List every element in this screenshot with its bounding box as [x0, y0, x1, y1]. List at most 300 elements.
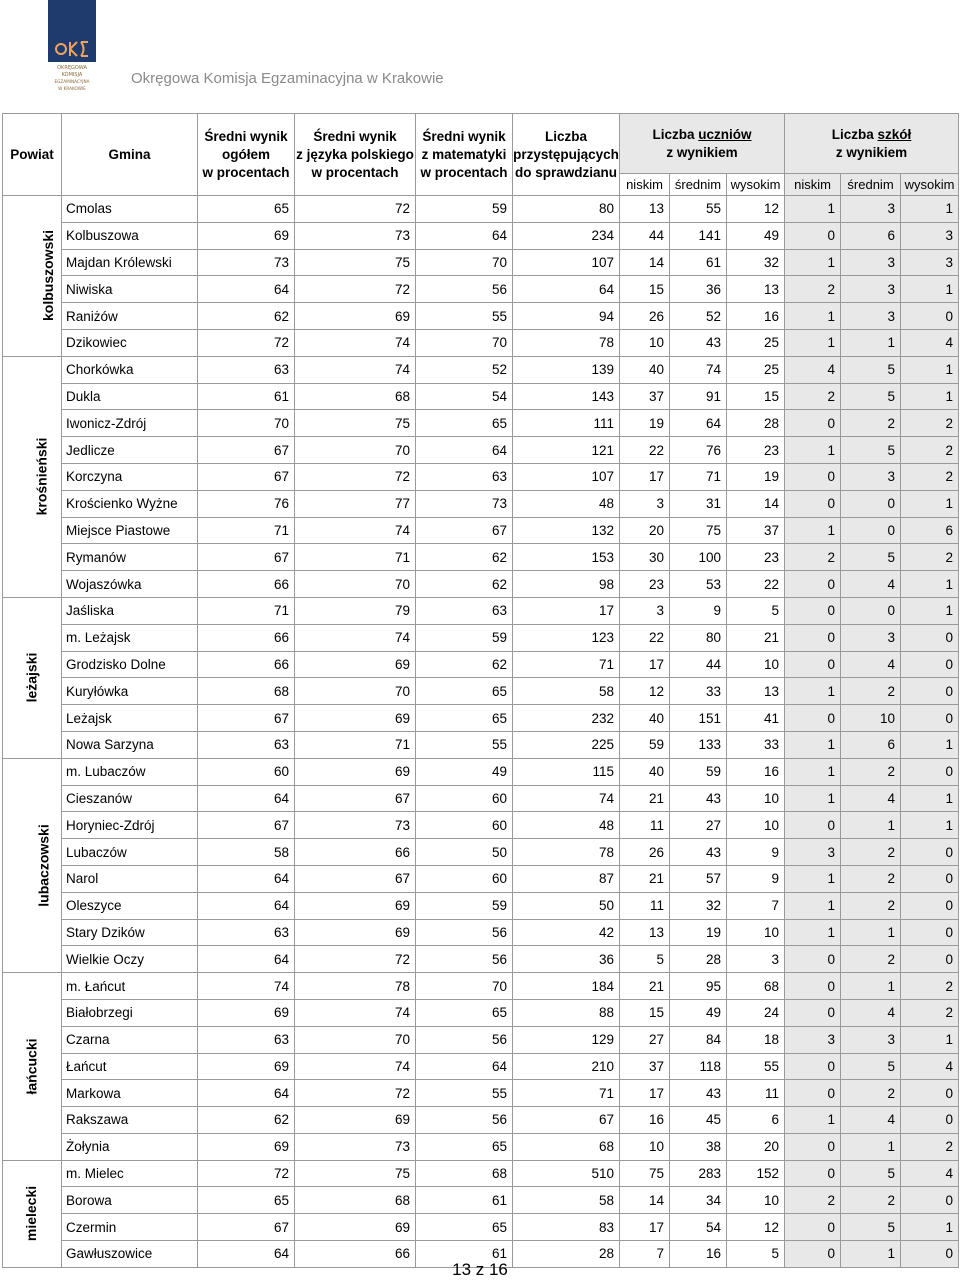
value-cell: 2 — [901, 410, 959, 437]
value-cell: 17 — [513, 597, 620, 624]
page-number: 13 z 16 — [452, 1260, 508, 1279]
value-cell: 48 — [513, 812, 620, 839]
gmina-cell: Kuryłówka — [62, 678, 198, 705]
value-cell: 107 — [513, 463, 620, 490]
value-cell: 66 — [198, 624, 295, 651]
value-cell: 3 — [841, 196, 901, 223]
value-cell: 1 — [841, 1241, 901, 1268]
value-cell: 69 — [198, 222, 295, 249]
value-cell: 58 — [198, 839, 295, 866]
value-cell: 1 — [901, 571, 959, 598]
value-cell: 100 — [670, 544, 727, 571]
table-row — [3, 571, 959, 598]
logo-line-1: OKRĘGOWA — [57, 65, 87, 71]
value-cell: 43 — [670, 839, 727, 866]
value-cell: 38 — [670, 1133, 727, 1160]
value-cell: 132 — [513, 517, 620, 544]
value-cell: 21 — [727, 624, 785, 651]
value-cell: 23 — [727, 544, 785, 571]
value-cell: 70 — [416, 249, 513, 276]
value-cell: 73 — [198, 249, 295, 276]
value-cell: 53 — [670, 571, 727, 598]
header-avg-math-l1: Średni wynik — [422, 128, 506, 144]
value-cell: 0 — [785, 597, 841, 624]
value-cell: 0 — [785, 571, 841, 598]
value-cell: 0 — [785, 651, 841, 678]
value-cell: 21 — [620, 973, 670, 1000]
powiat-cell — [3, 973, 62, 1161]
value-cell: 65 — [416, 1133, 513, 1160]
value-cell: 11 — [620, 892, 670, 919]
value-cell: 30 — [620, 544, 670, 571]
value-cell: 22 — [727, 571, 785, 598]
value-cell: 4 — [841, 785, 901, 812]
header-students-mid: średnim — [670, 174, 727, 196]
value-cell: 75 — [295, 1160, 416, 1187]
powiat-cell — [3, 1160, 62, 1267]
table-row — [3, 356, 959, 383]
value-cell: 60 — [198, 758, 295, 785]
value-cell: 70 — [416, 329, 513, 356]
value-cell: 0 — [901, 1187, 959, 1214]
value-cell: 67 — [198, 544, 295, 571]
value-cell: 2 — [841, 892, 901, 919]
value-cell: 0 — [785, 624, 841, 651]
value-cell: 0 — [785, 973, 841, 1000]
value-cell: 4 — [901, 1053, 959, 1080]
table-body — [3, 196, 959, 1268]
value-cell: 0 — [901, 865, 959, 892]
header-avg-total-l2: ogółem — [221, 146, 270, 162]
value-cell: 17 — [620, 1080, 670, 1107]
header-schools-line2: z wynikiem — [835, 144, 908, 160]
gmina-cell: Oleszyce — [62, 892, 198, 919]
value-cell: 27 — [670, 812, 727, 839]
value-cell: 25 — [727, 329, 785, 356]
oke-logo — [48, 0, 96, 92]
gmina-cell: Nowa Sarzyna — [62, 731, 198, 758]
value-cell: 3 — [727, 946, 785, 973]
table-row — [3, 1160, 959, 1187]
value-cell: 5 — [841, 1053, 901, 1080]
value-cell: 10 — [620, 1133, 670, 1160]
value-cell: 71 — [295, 544, 416, 571]
value-cell: 5 — [727, 1241, 785, 1268]
value-cell: 43 — [670, 1080, 727, 1107]
gmina-cell: Rakszawa — [62, 1107, 198, 1134]
value-cell: 65 — [416, 999, 513, 1026]
value-cell: 1 — [785, 731, 841, 758]
value-cell: 62 — [198, 303, 295, 330]
table-row — [3, 758, 959, 785]
table-row — [3, 517, 959, 544]
table-row — [3, 463, 959, 490]
value-cell: 3 — [841, 276, 901, 303]
value-cell: 64 — [198, 946, 295, 973]
value-cell: 2 — [785, 383, 841, 410]
value-cell: 54 — [670, 1214, 727, 1241]
header-students-low: niskim — [620, 174, 670, 196]
header-powiat: Powiat — [3, 114, 62, 196]
logo-line-2: KOMISJA — [61, 72, 83, 78]
value-cell: 69 — [295, 919, 416, 946]
powiat-label: lubaczowski — [35, 824, 52, 907]
value-cell: 32 — [727, 249, 785, 276]
value-cell: 71 — [295, 731, 416, 758]
value-cell: 118 — [670, 1053, 727, 1080]
value-cell: 1 — [841, 973, 901, 1000]
value-cell: 45 — [670, 1107, 727, 1134]
value-cell: 68 — [513, 1133, 620, 1160]
value-cell: 0 — [785, 222, 841, 249]
table-row — [3, 785, 959, 812]
table-row — [3, 892, 959, 919]
value-cell: 94 — [513, 303, 620, 330]
value-cell: 72 — [295, 196, 416, 223]
value-cell: 0 — [785, 1241, 841, 1268]
gmina-cell: Jedlicze — [62, 437, 198, 464]
value-cell: 22 — [620, 437, 670, 464]
value-cell: 0 — [785, 1133, 841, 1160]
value-cell: 1 — [841, 329, 901, 356]
value-cell: 28 — [727, 410, 785, 437]
value-cell: 33 — [727, 731, 785, 758]
value-cell: 9 — [670, 597, 727, 624]
gmina-cell: Żołynia — [62, 1133, 198, 1160]
value-cell: 3 — [620, 490, 670, 517]
value-cell: 1 — [841, 919, 901, 946]
value-cell: 65 — [198, 1187, 295, 1214]
value-cell: 26 — [620, 839, 670, 866]
value-cell: 0 — [785, 812, 841, 839]
value-cell: 40 — [620, 356, 670, 383]
value-cell: 76 — [670, 437, 727, 464]
value-cell: 1 — [901, 597, 959, 624]
gmina-cell: Łańcut — [62, 1053, 198, 1080]
table-row — [3, 437, 959, 464]
value-cell: 59 — [416, 624, 513, 651]
value-cell: 61 — [670, 249, 727, 276]
value-cell: 63 — [416, 597, 513, 624]
value-cell: 2 — [841, 1187, 901, 1214]
table-row — [3, 919, 959, 946]
value-cell: 13 — [620, 919, 670, 946]
value-cell: 5 — [620, 946, 670, 973]
table-row — [3, 303, 959, 330]
value-cell: 1 — [901, 356, 959, 383]
value-cell: 6 — [841, 222, 901, 249]
value-cell: 66 — [198, 651, 295, 678]
value-cell: 5 — [841, 383, 901, 410]
value-cell: 74 — [295, 517, 416, 544]
value-cell: 48 — [513, 490, 620, 517]
value-cell: 1 — [901, 383, 959, 410]
table-row — [3, 222, 959, 249]
value-cell: 72 — [295, 463, 416, 490]
value-cell: 65 — [416, 1214, 513, 1241]
value-cell: 77 — [295, 490, 416, 517]
value-cell: 107 — [513, 249, 620, 276]
value-cell: 73 — [295, 812, 416, 839]
value-cell: 65 — [416, 705, 513, 732]
powiat-label: mielecki — [23, 1186, 40, 1242]
value-cell: 69 — [295, 303, 416, 330]
powiat-label: krośnieński — [33, 437, 50, 516]
value-cell: 74 — [670, 356, 727, 383]
value-cell: 66 — [295, 1241, 416, 1268]
logo-line-3: EGZAMINACYJNA — [54, 79, 90, 84]
value-cell: 67 — [198, 437, 295, 464]
gmina-cell: Dukla — [62, 383, 198, 410]
value-cell: 2 — [901, 973, 959, 1000]
value-cell: 68 — [295, 1187, 416, 1214]
value-cell: 63 — [198, 731, 295, 758]
value-cell: 3 — [901, 222, 959, 249]
value-cell: 64 — [416, 437, 513, 464]
value-cell: 52 — [416, 356, 513, 383]
value-cell: 72 — [295, 946, 416, 973]
gmina-cell: Grodzisko Dolne — [62, 651, 198, 678]
value-cell: 67 — [198, 1214, 295, 1241]
header-avg-math — [416, 114, 513, 196]
value-cell: 0 — [901, 892, 959, 919]
value-cell: 74 — [295, 329, 416, 356]
value-cell: 64 — [416, 222, 513, 249]
gmina-cell: Horyniec-Zdrój — [62, 812, 198, 839]
value-cell: 10 — [727, 1187, 785, 1214]
value-cell: 283 — [670, 1160, 727, 1187]
value-cell: 9 — [727, 839, 785, 866]
value-cell: 70 — [295, 571, 416, 598]
value-cell: 20 — [727, 1133, 785, 1160]
value-cell: 1 — [785, 437, 841, 464]
value-cell: 0 — [901, 705, 959, 732]
value-cell: 65 — [416, 410, 513, 437]
results-table — [2, 113, 959, 1268]
value-cell: 10 — [620, 329, 670, 356]
value-cell: 41 — [727, 705, 785, 732]
value-cell: 74 — [513, 785, 620, 812]
value-cell: 55 — [670, 196, 727, 223]
value-cell: 71 — [198, 517, 295, 544]
gmina-cell: Lubaczów — [62, 839, 198, 866]
value-cell: 67 — [416, 517, 513, 544]
value-cell: 43 — [670, 785, 727, 812]
value-cell: 64 — [198, 865, 295, 892]
value-cell: 42 — [513, 919, 620, 946]
value-cell: 71 — [670, 463, 727, 490]
value-cell: 67 — [198, 705, 295, 732]
gmina-cell: Majdan Królewski — [62, 249, 198, 276]
header-count — [513, 114, 620, 196]
table-row — [3, 196, 959, 223]
header-students-underlined: uczniów — [698, 126, 752, 142]
value-cell: 2 — [841, 1080, 901, 1107]
logo-line-4: W KRAKOWIE — [58, 86, 86, 91]
value-cell: 37 — [727, 517, 785, 544]
value-cell: 64 — [198, 1241, 295, 1268]
value-cell: 2 — [841, 410, 901, 437]
value-cell: 56 — [416, 276, 513, 303]
value-cell: 55 — [727, 1053, 785, 1080]
value-cell: 72 — [198, 1160, 295, 1187]
value-cell: 84 — [670, 1026, 727, 1053]
value-cell: 24 — [727, 999, 785, 1026]
value-cell: 123 — [513, 624, 620, 651]
value-cell: 87 — [513, 865, 620, 892]
value-cell: 71 — [513, 1080, 620, 1107]
powiat-cell — [3, 597, 62, 758]
table-row — [3, 731, 959, 758]
gmina-cell: Wojaszówka — [62, 571, 198, 598]
value-cell: 70 — [295, 678, 416, 705]
value-cell: 2 — [785, 276, 841, 303]
value-cell: 50 — [416, 839, 513, 866]
gmina-cell: Leżajsk — [62, 705, 198, 732]
value-cell: 1 — [901, 785, 959, 812]
value-cell: 36 — [513, 946, 620, 973]
value-cell: 0 — [901, 1080, 959, 1107]
value-cell: 59 — [620, 731, 670, 758]
gmina-cell: Dzikowiec — [62, 329, 198, 356]
value-cell: 19 — [670, 919, 727, 946]
table-row — [3, 410, 959, 437]
value-cell: 72 — [295, 276, 416, 303]
value-cell: 1 — [901, 812, 959, 839]
value-cell: 2 — [841, 946, 901, 973]
value-cell: 13 — [727, 276, 785, 303]
value-cell: 3 — [785, 839, 841, 866]
table-row — [3, 1214, 959, 1241]
value-cell: 0 — [785, 1160, 841, 1187]
value-cell: 56 — [416, 1107, 513, 1134]
gmina-cell: Białobrzegi — [62, 999, 198, 1026]
value-cell: 0 — [901, 839, 959, 866]
value-cell: 17 — [620, 1214, 670, 1241]
header-gmina: Gmina — [62, 114, 198, 196]
value-cell: 133 — [670, 731, 727, 758]
value-cell: 2 — [901, 437, 959, 464]
value-cell: 91 — [670, 383, 727, 410]
value-cell: 19 — [620, 410, 670, 437]
table-row — [3, 276, 959, 303]
value-cell: 22 — [620, 624, 670, 651]
value-cell: 50 — [513, 892, 620, 919]
value-cell: 2 — [841, 865, 901, 892]
value-cell: 232 — [513, 705, 620, 732]
value-cell: 71 — [513, 651, 620, 678]
value-cell: 68 — [295, 383, 416, 410]
gmina-cell: Jaśliska — [62, 597, 198, 624]
gmina-cell: Czermin — [62, 1214, 198, 1241]
header-avg-math-l3: w procentach — [420, 164, 508, 180]
value-cell: 115 — [513, 758, 620, 785]
value-cell: 70 — [295, 437, 416, 464]
value-cell: 61 — [198, 383, 295, 410]
table-row — [3, 1133, 959, 1160]
value-cell: 68 — [198, 678, 295, 705]
value-cell: 5 — [841, 544, 901, 571]
value-cell: 0 — [841, 597, 901, 624]
value-cell: 121 — [513, 437, 620, 464]
table-row — [3, 597, 959, 624]
table-row — [3, 946, 959, 973]
value-cell: 80 — [670, 624, 727, 651]
value-cell: 12 — [620, 678, 670, 705]
value-cell: 0 — [785, 705, 841, 732]
value-cell: 3 — [620, 597, 670, 624]
value-cell: 66 — [295, 839, 416, 866]
value-cell: 2 — [841, 839, 901, 866]
value-cell: 70 — [295, 1026, 416, 1053]
value-cell: 0 — [901, 651, 959, 678]
value-cell: 3 — [841, 303, 901, 330]
value-cell: 60 — [416, 785, 513, 812]
value-cell: 69 — [295, 651, 416, 678]
value-cell: 95 — [670, 973, 727, 1000]
value-cell: 4 — [841, 1107, 901, 1134]
value-cell: 37 — [620, 1053, 670, 1080]
value-cell: 2 — [901, 544, 959, 571]
value-cell: 3 — [841, 624, 901, 651]
value-cell: 12 — [727, 196, 785, 223]
value-cell: 61 — [416, 1187, 513, 1214]
table-row — [3, 1107, 959, 1134]
value-cell: 21 — [620, 785, 670, 812]
value-cell: 28 — [670, 946, 727, 973]
value-cell: 16 — [670, 1241, 727, 1268]
value-cell: 67 — [295, 865, 416, 892]
gmina-cell: m. Lubaczów — [62, 758, 198, 785]
header-avg-total-l3: w procentach — [202, 164, 290, 180]
value-cell: 52 — [670, 303, 727, 330]
table-row — [3, 651, 959, 678]
table-row — [3, 624, 959, 651]
gmina-cell: Czarna — [62, 1026, 198, 1053]
value-cell: 44 — [670, 651, 727, 678]
value-cell: 65 — [198, 196, 295, 223]
value-cell: 58 — [513, 678, 620, 705]
value-cell: 3 — [841, 249, 901, 276]
value-cell: 1 — [785, 329, 841, 356]
value-cell: 14 — [727, 490, 785, 517]
value-cell: 65 — [416, 678, 513, 705]
table-row — [3, 383, 959, 410]
value-cell: 71 — [198, 597, 295, 624]
value-cell: 57 — [670, 865, 727, 892]
value-cell: 2 — [901, 463, 959, 490]
header-schools-low: niskim — [785, 174, 841, 196]
value-cell: 15 — [620, 999, 670, 1026]
value-cell: 0 — [785, 490, 841, 517]
gmina-cell: Krościenko Wyżne — [62, 490, 198, 517]
value-cell: 27 — [620, 1026, 670, 1053]
value-cell: 0 — [785, 946, 841, 973]
value-cell: 0 — [901, 946, 959, 973]
header-avg-polish — [295, 114, 416, 196]
value-cell: 6 — [841, 731, 901, 758]
value-cell: 59 — [416, 196, 513, 223]
value-cell: 3 — [901, 249, 959, 276]
value-cell: 129 — [513, 1026, 620, 1053]
value-cell: 83 — [513, 1214, 620, 1241]
table-row — [3, 705, 959, 732]
value-cell: 2 — [901, 1133, 959, 1160]
value-cell: 69 — [295, 892, 416, 919]
value-cell: 4 — [785, 356, 841, 383]
table-row — [3, 329, 959, 356]
powiat-label: łańcucki — [23, 1038, 40, 1095]
